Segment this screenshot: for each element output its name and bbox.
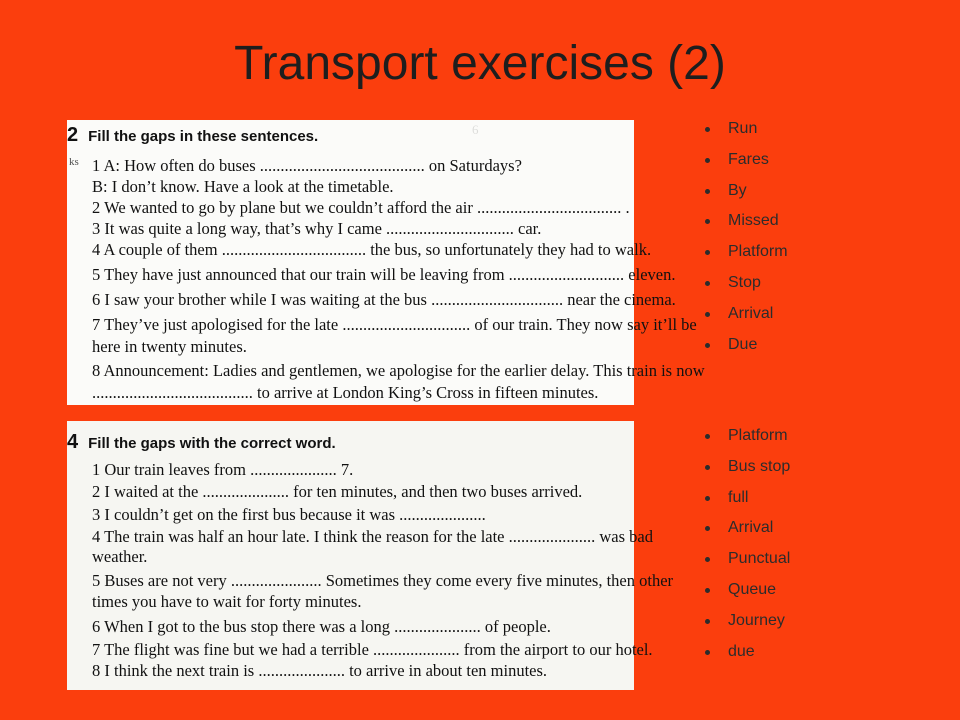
word-list-item: Queue [705, 575, 790, 606]
exercise-1-number: 2 [67, 124, 79, 146]
margin-note: ks [69, 156, 79, 168]
exercise-1-line: 6 I saw your brother while I was waiting at the bus ................................ near the cinema. [92, 290, 676, 309]
exercise-2-line: weather. [92, 547, 148, 566]
exercise-2-line: times you have to wait for forty minutes. [92, 592, 362, 611]
word-list-item: Punctual [705, 544, 790, 575]
exercise-1-heading [67, 124, 318, 147]
exercise-1-line: 4 A couple of them ................................... the bus, so unfortunately they had to walk. [92, 240, 652, 259]
word-list-item: Journey [705, 606, 790, 637]
exercise-1-line: 3 It was quite a long way, that’s why I came ............................... car. [92, 219, 542, 238]
exercise-2-line: 5 Buses are not very ...................... Sometimes they come every five minutes, then other [92, 571, 674, 590]
exercise-1-line: 2 We wanted to go by plane but we couldn’t afford the air ................................... . [92, 198, 630, 217]
exercise-1-line: 8 Announcement: Ladies and gentlemen, we apologise for the earlier delay. This train is now [92, 361, 705, 380]
word-list-item: Platform [705, 421, 790, 452]
word-list-item: Fares [705, 145, 788, 176]
word-list-item: due [705, 637, 790, 668]
word-list-1 [705, 114, 788, 360]
word-list-item: Arrival [705, 513, 790, 544]
exercise-2-line: 2 I waited at the ..................... for ten minutes, and then two buses arrived. [92, 482, 583, 501]
exercise-2-line: 1 Our train leaves from ..................... 7. [92, 460, 354, 479]
exercise-1-line: 5 They have just announced that our train will be leaving from ............................ eleven. [92, 265, 676, 284]
exercise-scan-2 [67, 421, 674, 690]
word-list-item: Missed [705, 206, 788, 237]
word-list-item: Platform [705, 237, 788, 268]
word-list-item: Run [705, 114, 788, 145]
word-list-item: By [705, 176, 788, 207]
word-list-2 [705, 421, 790, 667]
exercise-1-line: 7 They’ve just apologised for the late ............................... of our train. They now say it’ll be [92, 315, 697, 334]
word-list-item: Arrival [705, 299, 788, 330]
exercise-1-line: B: I don’t know. Have a look at the timetable. [92, 177, 394, 196]
exercise-2-title: Fill the gaps with the correct word. [88, 435, 336, 452]
exercise-scan-1 [67, 120, 705, 405]
exercise-2-heading [67, 431, 336, 454]
exercise-2-line: 8 I think the next train is ..................... to arrive in about ten minutes. [92, 661, 548, 680]
exercise-1-title: Fill the gaps in these sentences. [88, 128, 319, 145]
exercise-2-line: 4 The train was half an hour late. I think the reason for the late ..................... was bad [92, 527, 653, 546]
word-list-item: Due [705, 330, 788, 361]
word-list-item: Bus stop [705, 452, 790, 483]
word-list-item: full [705, 483, 790, 514]
exercise-1-line: 1 A: How often do buses ........................................ on Saturdays? [92, 156, 522, 175]
slide-title: Transport exercises (2) [234, 37, 726, 90]
exercise-2-number: 4 [67, 431, 79, 453]
word-list-item: Stop [705, 268, 788, 299]
exercise-2-line: 6 When I got to the bus stop there was a long ..................... of people. [92, 617, 551, 636]
exercise-1-line: here in twenty minutes. [92, 337, 247, 356]
exercise-1-line: ....................................... to arrive at London King’s Cross in fifteen minutes. [92, 383, 599, 402]
top-number: 6 [472, 122, 479, 137]
exercise-2-line: 3 I couldn’t get on the first bus because it was ..................... [92, 505, 486, 524]
exercise-2-line: 7 The flight was fine but we had a terrible ..................... from the airport to our hotel. [92, 640, 653, 659]
